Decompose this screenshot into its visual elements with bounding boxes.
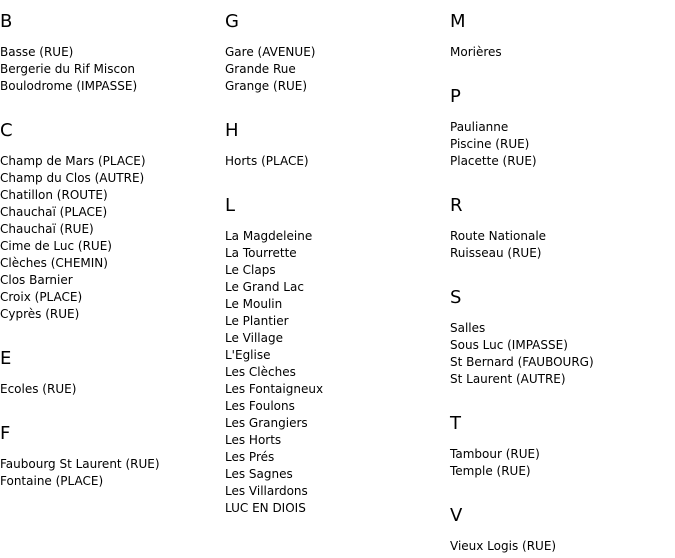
street-link[interactable]: St Bernard (FAUBOURG)	[450, 355, 594, 369]
letter-group-v	[450, 494, 675, 555]
letter-heading: M	[450, 11, 466, 32]
letter-heading: T	[450, 413, 461, 434]
street-link[interactable]: Route Nationale	[450, 229, 547, 243]
letter-heading: G	[225, 11, 239, 32]
street-link[interactable]: Fontaine (PLACE)	[0, 474, 104, 488]
letter-group-e	[0, 337, 225, 412]
letter-group-m	[450, 0, 675, 75]
street-link[interactable]: St Laurent (AUTRE)	[450, 372, 566, 386]
letter-heading: E	[0, 348, 12, 369]
street-link[interactable]: Chauchaï (RUE)	[0, 222, 94, 236]
street-link[interactable]: Salles	[450, 321, 486, 335]
street-index-column-1	[0, 0, 225, 490]
street-link[interactable]: Chauchaï (PLACE)	[0, 205, 108, 219]
street-link[interactable]: Ecoles (RUE)	[0, 382, 77, 396]
street-link[interactable]: Les Sagnes	[225, 467, 293, 481]
street-link[interactable]: Placette (RUE)	[450, 154, 537, 168]
street-list	[0, 153, 225, 323]
letter-heading: B	[0, 11, 13, 32]
letter-group-t	[450, 402, 675, 494]
street-index-column-2	[225, 0, 450, 517]
street-link[interactable]: Champ du Clos (AUTRE)	[0, 171, 145, 185]
letter-group-r	[450, 184, 675, 276]
street-list	[225, 44, 450, 95]
street-list	[450, 228, 675, 262]
letter-group-c	[0, 109, 225, 337]
street-link[interactable]: Clos Barnier	[0, 273, 73, 287]
street-link[interactable]: Les Foulons	[225, 399, 295, 413]
street-link[interactable]: Tambour (RUE)	[450, 447, 540, 461]
street-list	[0, 44, 225, 95]
street-link[interactable]: La Tourrette	[225, 246, 297, 260]
letter-heading: P	[450, 86, 461, 107]
street-link[interactable]: Morières	[450, 45, 502, 59]
street-link[interactable]: Temple (RUE)	[450, 464, 531, 478]
street-link[interactable]: Clèches (CHEMIN)	[0, 256, 108, 270]
street-link[interactable]: Les Villardons	[225, 484, 308, 498]
street-list	[0, 456, 225, 490]
street-list	[450, 446, 675, 480]
street-list	[225, 228, 450, 517]
street-link[interactable]: Chatillon (ROUTE)	[0, 188, 108, 202]
street-link[interactable]: Bergerie du Rif Miscon	[0, 62, 136, 76]
street-link[interactable]: Piscine (RUE)	[450, 137, 530, 151]
street-link[interactable]: Vieux Logis (RUE)	[450, 539, 557, 553]
street-link[interactable]: Le Moulin	[225, 297, 283, 311]
letter-group-p	[450, 75, 675, 184]
street-link[interactable]: Cime de Luc (RUE)	[0, 239, 112, 253]
letter-heading: H	[225, 120, 239, 141]
street-link[interactable]: Horts (PLACE)	[225, 154, 309, 168]
street-link[interactable]: Sous Luc (IMPASSE)	[450, 338, 568, 352]
street-link[interactable]: LUC EN DIOIS	[225, 501, 306, 515]
street-link[interactable]: La Magdeleine	[225, 229, 313, 243]
street-link[interactable]: Champ de Mars (PLACE)	[0, 154, 146, 168]
street-list	[450, 320, 675, 388]
street-link[interactable]: Les Fontaigneux	[225, 382, 324, 396]
street-link[interactable]: Grande Rue	[225, 62, 296, 76]
letter-heading: S	[450, 287, 462, 308]
street-link[interactable]: Boulodrome (IMPASSE)	[0, 79, 138, 93]
letter-group-b	[0, 0, 225, 109]
street-link[interactable]: Basse (RUE)	[0, 45, 74, 59]
letter-group-s	[450, 276, 675, 402]
letter-group-f	[0, 412, 225, 490]
street-link[interactable]: Les Prés	[225, 450, 275, 464]
letter-heading: L	[225, 195, 236, 216]
letter-group-g	[225, 0, 450, 109]
street-link[interactable]: Ruisseau (RUE)	[450, 246, 542, 260]
letter-group-h	[225, 109, 450, 184]
street-link[interactable]: Cyprès (RUE)	[0, 307, 80, 321]
letter-heading: F	[0, 423, 11, 444]
street-link[interactable]: Le Plantier	[225, 314, 289, 328]
street-list	[450, 538, 675, 555]
street-list	[450, 119, 675, 170]
street-list	[450, 44, 675, 61]
street-link[interactable]: L'Eglise	[225, 348, 271, 362]
street-link[interactable]: Le Grand Lac	[225, 280, 304, 294]
letter-heading: R	[450, 195, 463, 216]
street-link[interactable]: Les Grangiers	[225, 416, 308, 430]
street-list	[225, 153, 450, 170]
street-link[interactable]: Faubourg St Laurent (RUE)	[0, 457, 160, 471]
street-link[interactable]: Le Village	[225, 331, 283, 345]
street-link[interactable]: Paulianne	[450, 120, 509, 134]
street-link[interactable]: Les Clèches	[225, 365, 296, 379]
street-link[interactable]: Grange (RUE)	[225, 79, 308, 93]
letter-heading: V	[450, 505, 463, 526]
street-link[interactable]: Croix (PLACE)	[0, 290, 83, 304]
street-link[interactable]: Gare (AVENUE)	[225, 45, 316, 59]
street-list	[0, 381, 225, 398]
letter-heading: C	[0, 120, 13, 141]
street-link[interactable]: Le Claps	[225, 263, 276, 277]
letter-group-l	[225, 184, 450, 517]
street-index-column-3	[450, 0, 675, 555]
street-link[interactable]: Les Horts	[225, 433, 282, 447]
